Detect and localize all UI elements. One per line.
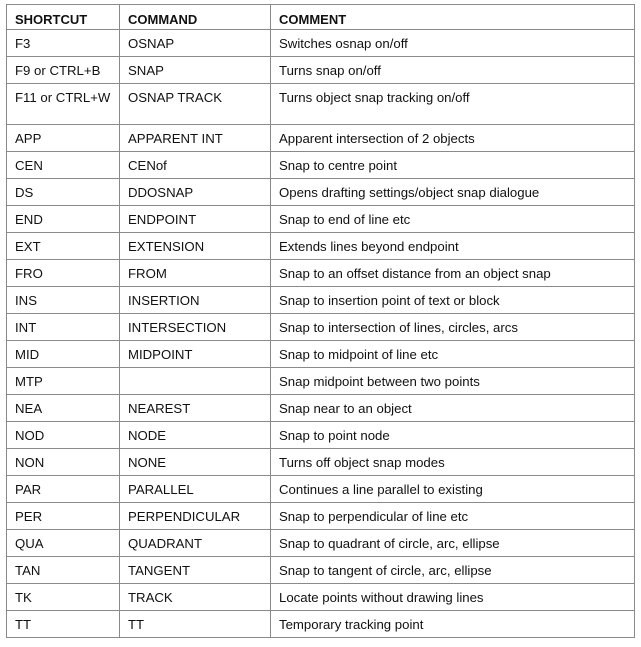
table-row: [7, 152, 635, 179]
table-row: [7, 503, 635, 530]
cell-shortcut: INS: [7, 287, 120, 314]
cell-shortcut: FRO: [7, 260, 120, 287]
cell-command: TRACK: [120, 584, 271, 611]
cell-shortcut: PER: [7, 503, 120, 530]
cell-shortcut: QUA: [7, 530, 120, 557]
header-command: COMMAND: [120, 5, 271, 30]
table-row: [7, 125, 635, 152]
cell-shortcut: F9 or CTRL+B: [7, 57, 120, 84]
cell-command: DDOSNAP: [120, 179, 271, 206]
cell-comment: Snap to perpendicular of line etc: [271, 503, 635, 530]
table-row: [7, 584, 635, 611]
cell-command: FROM: [120, 260, 271, 287]
table-row: [7, 30, 635, 57]
cell-command: [120, 368, 271, 395]
cell-command: ENDPOINT: [120, 206, 271, 233]
cell-shortcut: TAN: [7, 557, 120, 584]
cell-comment: Snap to midpoint of line etc: [271, 341, 635, 368]
cell-comment: Snap midpoint between two points: [271, 368, 635, 395]
cell-comment: Turns off object snap modes: [271, 449, 635, 476]
cell-comment: Snap to end of line etc: [271, 206, 635, 233]
cell-comment: Temporary tracking point: [271, 611, 635, 638]
cell-shortcut: MTP: [7, 368, 120, 395]
table-row: [7, 206, 635, 233]
cell-comment: Snap to an offset distance from an object snap: [271, 260, 635, 287]
cell-shortcut: CEN: [7, 152, 120, 179]
cell-command: INTERSECTION: [120, 314, 271, 341]
cell-command: TANGENT: [120, 557, 271, 584]
cell-shortcut: TT: [7, 611, 120, 638]
cell-comment: Locate points without drawing lines: [271, 584, 635, 611]
header-comment: COMMENT: [271, 5, 635, 30]
table-row: [7, 476, 635, 503]
cell-command: PERPENDICULAR: [120, 503, 271, 530]
cell-shortcut: MID: [7, 341, 120, 368]
cell-comment: Turns snap on/off: [271, 57, 635, 84]
cell-shortcut: END: [7, 206, 120, 233]
cell-shortcut: INT: [7, 314, 120, 341]
cell-comment: Apparent intersection of 2 objects: [271, 125, 635, 152]
table-row: [7, 422, 635, 449]
cell-comment: Opens drafting settings/object snap dialogue: [271, 179, 635, 206]
table-row: [7, 233, 635, 260]
cell-shortcut: PAR: [7, 476, 120, 503]
table-row: [7, 179, 635, 206]
cell-command: QUADRANT: [120, 530, 271, 557]
cell-comment: Turns object snap tracking on/off: [271, 84, 635, 125]
cell-command: OSNAP TRACK: [120, 84, 271, 125]
cell-command: INSERTION: [120, 287, 271, 314]
table-row: [7, 557, 635, 584]
cell-comment: Snap to centre point: [271, 152, 635, 179]
table-row: [7, 57, 635, 84]
table-row: [7, 84, 635, 125]
cell-shortcut: NOD: [7, 422, 120, 449]
table-row: [7, 314, 635, 341]
cell-command: NODE: [120, 422, 271, 449]
header-shortcut: SHORTCUT: [7, 5, 120, 30]
cell-comment: Continues a line parallel to existing: [271, 476, 635, 503]
cell-shortcut: NEA: [7, 395, 120, 422]
cell-command: MIDPOINT: [120, 341, 271, 368]
table-row: [7, 530, 635, 557]
cell-command: SNAP: [120, 57, 271, 84]
cell-command: NONE: [120, 449, 271, 476]
cell-command: CENof: [120, 152, 271, 179]
cell-command: TT: [120, 611, 271, 638]
cell-shortcut: TK: [7, 584, 120, 611]
table-row: [7, 368, 635, 395]
cell-comment: Snap to intersection of lines, circles, arcs: [271, 314, 635, 341]
cell-shortcut: F3: [7, 30, 120, 57]
cell-comment: Switches osnap on/off: [271, 30, 635, 57]
cell-command: OSNAP: [120, 30, 271, 57]
cell-comment: Snap to tangent of circle, arc, ellipse: [271, 557, 635, 584]
cell-comment: Snap to insertion point of text or block: [271, 287, 635, 314]
cell-comment: Extends lines beyond endpoint: [271, 233, 635, 260]
cell-shortcut: EXT: [7, 233, 120, 260]
cell-shortcut: DS: [7, 179, 120, 206]
cell-shortcut: F11 or CTRL+W: [7, 84, 120, 125]
cell-command: PARALLEL: [120, 476, 271, 503]
cell-shortcut: APP: [7, 125, 120, 152]
cell-command: NEAREST: [120, 395, 271, 422]
cell-command: EXTENSION: [120, 233, 271, 260]
table-row: [7, 287, 635, 314]
table-row: [7, 341, 635, 368]
table-row: [7, 260, 635, 287]
cell-command: APPARENT INT: [120, 125, 271, 152]
table-row: [7, 611, 635, 638]
table-row: [7, 395, 635, 422]
shortcut-table: [6, 4, 635, 638]
cell-shortcut: NON: [7, 449, 120, 476]
cell-comment: Snap to point node: [271, 422, 635, 449]
table-row: [7, 449, 635, 476]
cell-comment: Snap to quadrant of circle, arc, ellipse: [271, 530, 635, 557]
table-header-row: [7, 5, 635, 30]
table-body: [7, 30, 635, 638]
cell-comment: Snap near to an object: [271, 395, 635, 422]
